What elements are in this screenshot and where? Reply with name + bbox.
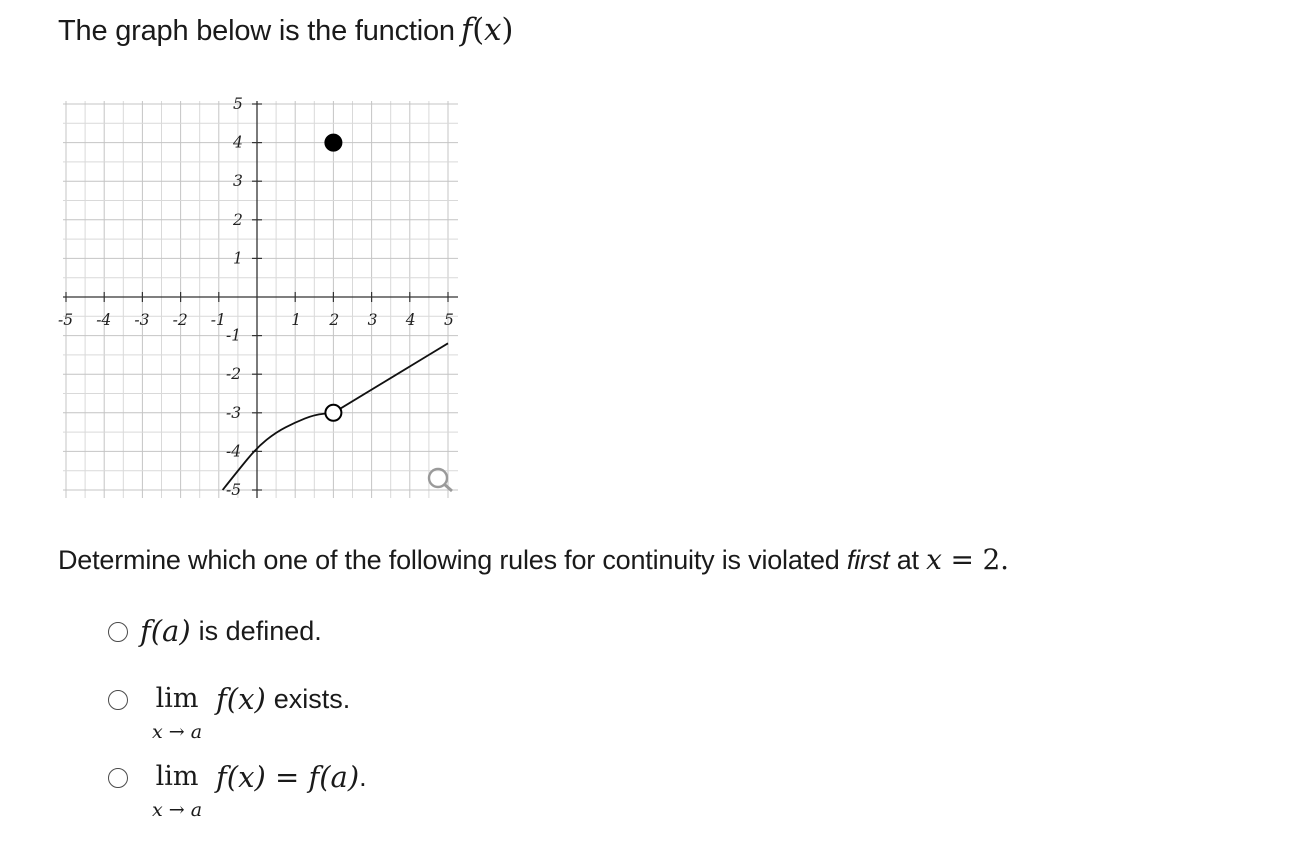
option-3-text: . [359, 762, 367, 792]
y-tick-label: -4 [226, 442, 242, 461]
x-tick-label: 4 [405, 311, 416, 329]
x-tick-label: 2 [329, 311, 340, 329]
x-tick-label: 3 [367, 311, 378, 329]
condition-math: x = 2. [926, 543, 1009, 576]
x-tick-label: 1 [291, 311, 302, 329]
x-tick-label: -2 [172, 311, 188, 329]
option-2-text: exists. [273, 684, 351, 714]
option-limit-exists[interactable] [108, 684, 350, 744]
limit-notation-2: lim x → a [152, 683, 203, 743]
x-tick-label: -3 [134, 311, 150, 329]
y-tick-label: -2 [226, 365, 242, 384]
zoom-icon[interactable] [429, 469, 452, 491]
x-tick-label: -1 [210, 311, 226, 329]
question-text: Determine which one of the following rules for continuity is violated first at x = 2. [58, 543, 1009, 576]
graph-axes [63, 101, 458, 498]
y-tick-label: -5 [226, 481, 242, 499]
option-limit-equals[interactable] [108, 762, 367, 822]
radio-option-3[interactable] [108, 768, 128, 788]
prompt-title-text: The graph below is the function [58, 15, 455, 47]
y-tick-label: -3 [226, 403, 242, 422]
limit-notation-3: lim x → a [152, 761, 203, 821]
x-tick-label: 5 [444, 311, 454, 329]
radio-option-1[interactable] [108, 622, 128, 642]
option-f-defined[interactable] [108, 616, 322, 646]
y-tick-label: 5 [233, 95, 243, 113]
option-1-math: f(a) [140, 614, 191, 648]
y-tick-label: 1 [233, 249, 243, 268]
option-3-math: f(x) = f(a) [216, 760, 360, 794]
radio-option-2[interactable] [108, 690, 128, 710]
y-tick-label: 3 [233, 172, 243, 191]
option-2-math: f(x) [216, 682, 266, 716]
y-tick-label: -1 [226, 326, 242, 345]
option-1-text: is defined. [198, 616, 322, 646]
x-tick-label: -5 [58, 311, 74, 329]
x-tick-label: -4 [96, 311, 112, 329]
function-label: f(x) [460, 12, 514, 48]
y-tick-label: 4 [233, 133, 243, 152]
filled-point [325, 135, 341, 151]
y-tick-label: 2 [233, 210, 243, 229]
graph-grid [63, 101, 458, 498]
emphasis-first: first [846, 545, 890, 575]
open-point [325, 405, 341, 421]
